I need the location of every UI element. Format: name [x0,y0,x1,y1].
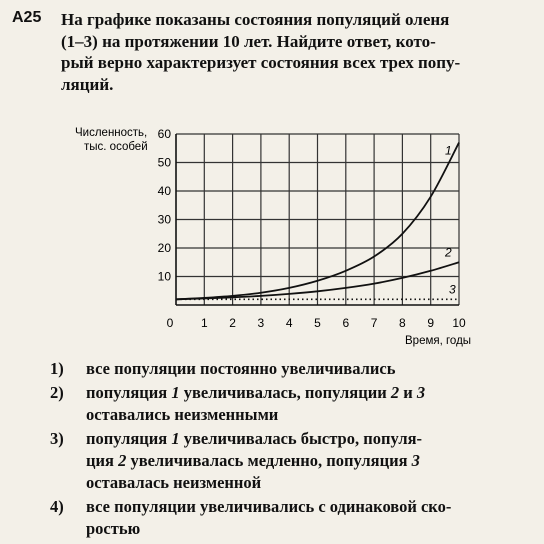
option-line: оставалась неизменной [86,473,262,492]
question-number: A25 [12,9,42,26]
x-tick-label: 9 [427,316,435,330]
option-line: все популяции постоянно увеличивались [86,359,396,378]
y-tick-label: 30 [157,212,171,227]
x-tick-label: 10 [452,316,466,330]
series-label-2: 2 [445,245,452,260]
x-tick-label: 3 [257,316,265,330]
x-axis-label: Время, годы [405,335,472,347]
option-line: оставались неизменными [86,405,279,424]
x-tick-label: 1 [200,316,208,330]
y-axis-label: тыс. особей [84,141,148,153]
answer-options [50,358,536,542]
option-number: 2) [50,383,64,402]
x-tick-label: 7 [370,316,378,330]
option-line: ция 2 увеличивалась медленно, популяция 3 [86,451,420,470]
answer-option-4[interactable] [50,496,536,540]
option-number: 3) [50,429,64,448]
y-tick-label: 20 [157,241,171,255]
x-tick-label: 6 [342,316,350,330]
x-tick-label: 4 [285,316,293,330]
y-tick-label: 50 [157,155,171,170]
question-line: На графике показаны состояния популяций оленя [61,10,450,29]
y-axis-label: Численность, [75,127,148,139]
question-line: (1–3) на протяжении 10 лет. Найдите ответ, кото- [61,31,436,51]
y-tick-label: 60 [157,127,171,141]
option-line: ростью [86,519,141,538]
option-number: 1) [50,359,64,378]
series-label-1: 1 [445,143,452,158]
x-tick-label: 8 [399,316,406,330]
chart-grid [176,134,459,305]
answer-option-3[interactable] [50,428,536,494]
series-label-3: 3 [449,282,456,297]
chart-labels [75,127,471,347]
question-line: ляций. [61,74,114,94]
answer-option-2[interactable] [50,382,536,426]
option-number: 4) [50,497,64,516]
option-line: популяция 1 увеличивалась, популяции 2 и 3 [86,383,426,402]
answer-option-1[interactable] [50,358,536,380]
option-text [86,496,536,540]
y-tick-label: 10 [157,269,171,284]
x-tick-label: 5 [314,316,321,330]
option-text [86,358,536,380]
x-tick-label: 0 [166,316,174,330]
option-text [86,428,536,494]
x-tick-label: 2 [229,316,236,330]
option-text [86,382,536,426]
y-tick-label: 40 [157,184,171,198]
option-line: все популяции увеличивались с одинаковой ско- [86,497,452,516]
option-line: популяция 1 увеличивалась быстро, популя- [86,429,423,448]
question-line: рый верно характеризует состояния всех трех попу- [61,53,461,72]
